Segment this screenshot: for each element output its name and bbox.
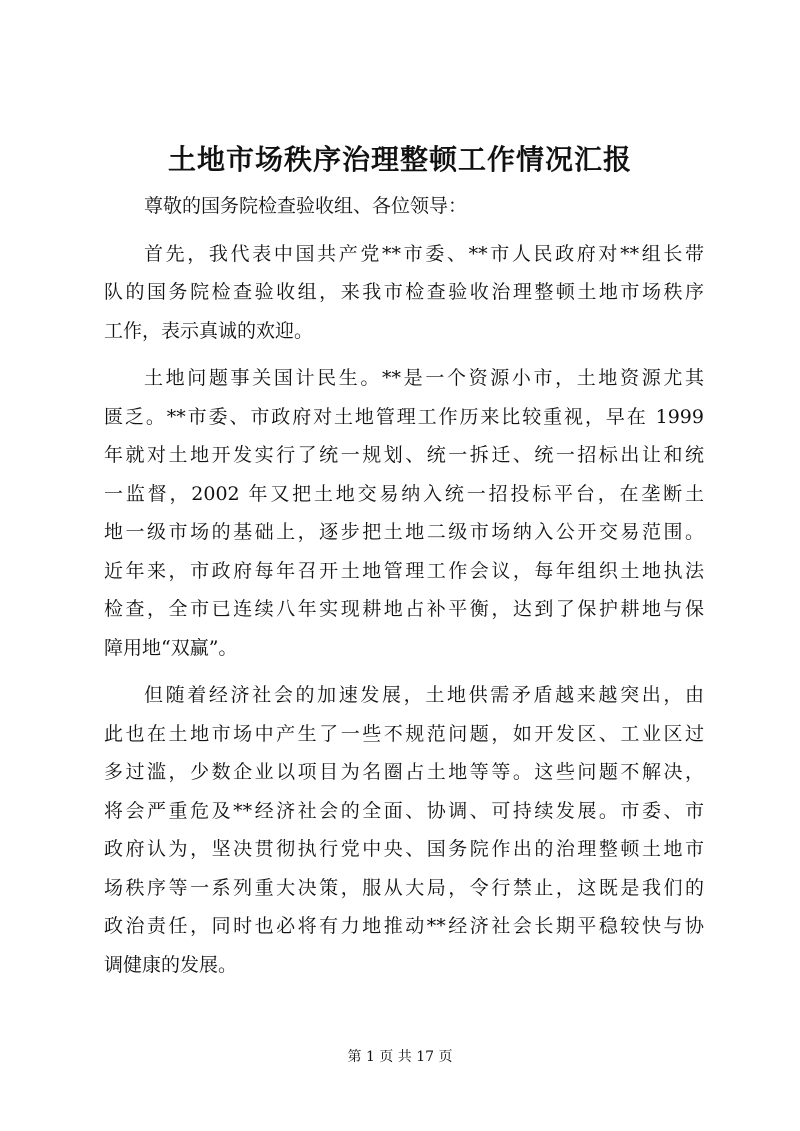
- text-line: 匮乏。**市委、市政府对土地管理工作历来比较重视，早在 1999: [104, 405, 704, 428]
- text-line: 调健康的发展。: [104, 953, 238, 976]
- paragraph-2: [104, 359, 704, 667]
- text-line: 政治责任，同时也必将有力地推动**经济社会长期平稳较快与协: [104, 915, 704, 937]
- document-title: 土地市场秩序治理整顿工作情况汇报: [167, 143, 632, 176]
- text-line: 地一级市场的基础上，逐步把土地二级市场纳入公开交易范围。: [104, 521, 704, 543]
- text-line: 将会严重危及**经济社会的全面、协调、可持续发展。市委、市: [104, 799, 704, 822]
- text-line: 工作，表示真诚的欢迎。: [104, 319, 314, 342]
- paragraph-3: [104, 676, 704, 984]
- text-line: 政府认为，坚决贯彻执行党中央、国务院作出的治理整顿土地市: [104, 838, 704, 860]
- text-line: 近年来，市政府每年召开土地管理工作会议，每年组织土地执法: [104, 559, 704, 582]
- text-line: 年就对土地开发实行了统一规划、统一拆迁、统一招标出让和统: [104, 444, 704, 466]
- document-body: [104, 187, 704, 984]
- text-line: 检查，全市已连续八年实现耕地占补平衡，达到了保护耕地与保: [104, 598, 704, 620]
- text-line: 一监督，2002 年又把土地交易纳入统一招投标平台，在垄断土: [104, 482, 704, 505]
- text-line: 队的国务院检查验收组，来我市检查验收治理整顿土地市场秩序: [104, 281, 704, 303]
- paragraph-1: [104, 235, 704, 351]
- text-line: 场秩序等一系列重大决策，服从大局，令行禁止，这既是我们的: [104, 876, 704, 899]
- page-number: 第 1 页 共 17 页: [347, 1049, 453, 1065]
- text-line: 土地问题事关国计民生。**是一个资源小市，土地资源尤其: [144, 367, 704, 389]
- text-line: 此也在土地市场中产生了一些不规范问题，如开发区、工业区过: [104, 722, 704, 745]
- salutation: 尊敬的国务院检查验收组、各位领导：: [144, 195, 468, 217]
- text-line: 但随着经济社会的加速发展，土地供需矛盾越来越突出，由: [144, 684, 704, 706]
- text-line: 多过滥，少数企业以项目为名圈占土地等等。这些问题不解决，: [104, 761, 704, 783]
- text-line: 障用地“双赢”。: [104, 636, 238, 659]
- text-line: 首先，我代表中国共产党**市委、**市人民政府对**组长带: [144, 242, 704, 265]
